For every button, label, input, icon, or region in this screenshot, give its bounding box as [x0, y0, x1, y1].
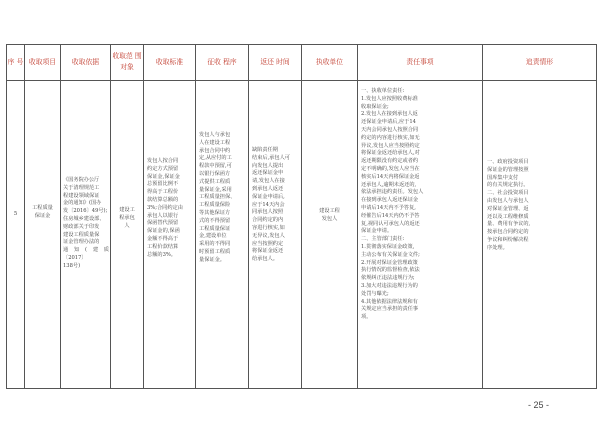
row-basis: 《国务院办公厅 关于清理规范工 程建设领域保证 金的通知》(国办 发〔2016〕49号); 住房城乡建设部、 财政部关于印发 建设工程质量保 证金管理办法的 通知(建质〔2017〕 138号) — [63, 177, 109, 269]
row-refund: 缺陷责任期 结束后,承包人可 向发包人提出 返还保证金申 请,发包人在接 到承包人返还 保证金申请后, 应于14天内会 同承包人按照 合同约定的内 容进行核实,如 无异议,发包人 应当按照约定 将保证金返还 给承包人。 — [252, 147, 290, 263]
row-duty: 一、执收单位责任: 1.发包人应按照收费标准 收取保证金; 2.发包人在接到承包人返 还保证金申请后,应于14 天内会同承包人按照合同 约定的内容进行核实,如无 异议,发包人应当按照约定 将保证金返还给承包人,对 返还期限没有约定或者约 定不明确的,发包人应当在 核实后14天内将保证金返 还承包人,逾期未返还的, 依法承担违约责任。发包人 在接到承包人返还保证金 申请后14天内不予答复, 经催告后14天内仍不予答 复,视同认可承包人的返还 保证金申请。 二、主管部门责任: 1.贯彻落实保证金政策, 主动公布有关保证金文件; 2.开展对保证金管理政策 执行情况的监督检查,依法 依规纠正违法违规行为; 3.加大对违法违规行为的 处罚与曝光; 4.其他依据法律法规和有 关规定应当承担的责任事 项。 — [361, 88, 424, 321]
row-item: 工程质量 保证金 — [32, 205, 53, 219]
row-accountability: 一、政府投资项目 保证金的管理按照 国库集中支付 的有关规定执行。 二、社会投资项目 由发包人与承包人 对保证金管理、返 还以及工程维修质 量、费用有争议的, 按承包合同约定的 争议和纠纷解决程 序处理。 — [487, 159, 531, 251]
row-scope: 建设工 程承包 人 — [119, 207, 135, 229]
header-scope: 收取范 围对象 — [112, 52, 142, 71]
row-seq: 5 — [13, 211, 18, 218]
header-refund: 返还 时间 — [260, 57, 290, 66]
header-basis: 收取依据 — [71, 57, 100, 66]
header-standard: 收取标准 — [155, 57, 184, 66]
header-item: 收取项目 — [28, 57, 57, 66]
page-number: - 25 - — [528, 400, 550, 410]
header-accountability: 追责情形 — [525, 57, 554, 66]
header-procedure: 征收 程序 — [207, 57, 237, 66]
row-unit: 建设工程 发包人 — [319, 208, 340, 222]
header-duty: 责任事项 — [406, 57, 434, 66]
row-standard: 发包人按合同 约定方式预留 保证金,保证金 总预留比例不 得高于工程价 款结算总额的 3%;合同约定由 承包人以银行 保函替代预留 保证金的,保函 金额不得高于 工程价款结算 总额的3%。 — [147, 158, 183, 258]
row-procedure: 发包人与承包 人在建设工程 承包合同中约 定,从应付的工 程款中预留,可 以银行保函方 式提供工程质 量保证金,采用 工程质量担保、 工程质量保险 等其他保证方 式的不得预留 工程质量保证 金,建设单位 采用的不得同 时预留工程质 量保证金。 — [199, 132, 236, 263]
header-seq: 序 号 — [7, 57, 24, 66]
header-unit: 执收单位 — [315, 57, 344, 66]
